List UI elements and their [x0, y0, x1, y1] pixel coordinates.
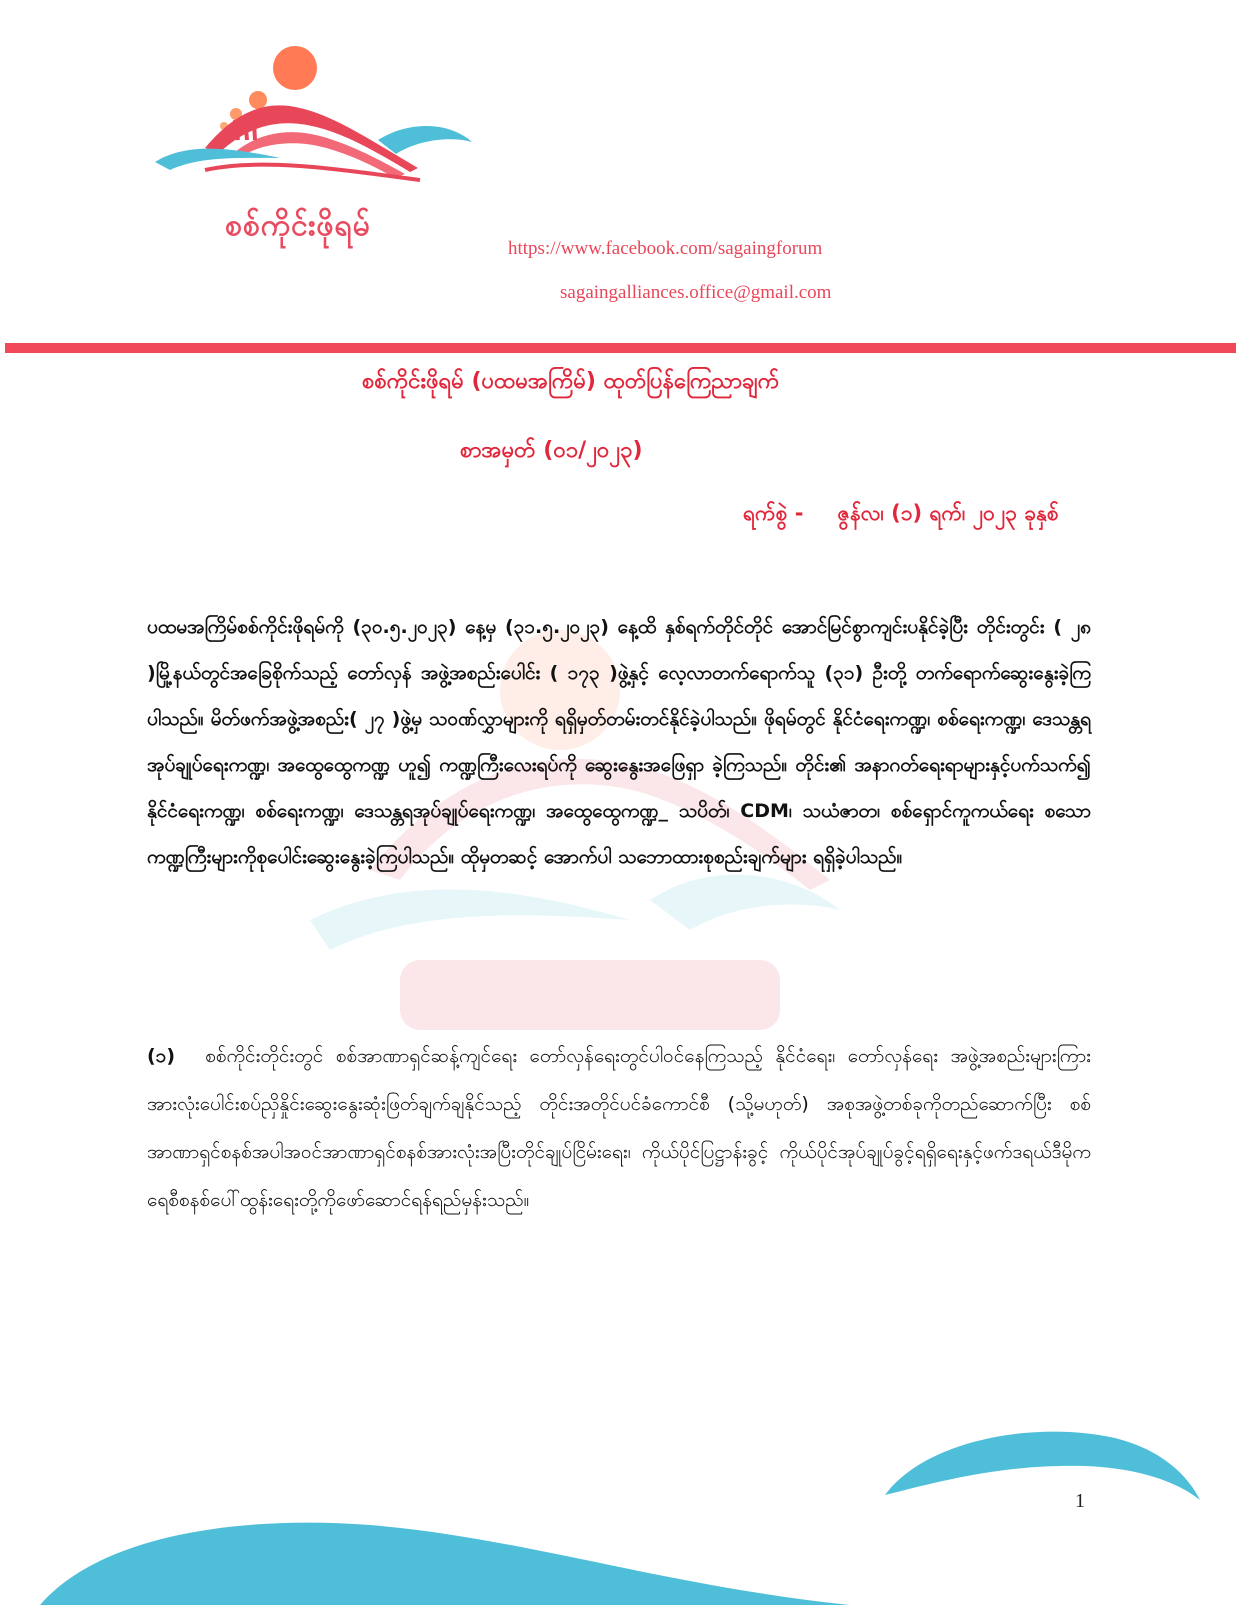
logo-graphic [150, 40, 480, 210]
header-divider [5, 343, 1236, 353]
date-line [743, 500, 1059, 531]
decorative-wave-right [885, 1420, 1205, 1510]
logo-wave-right [378, 126, 472, 154]
reference-number: စာအမှတ် (၀၁/၂၀၂၃) [460, 438, 643, 463]
date-label: ရက်စွဲ - [743, 501, 804, 525]
logo-text: စစ်ကိုင်းဖိုရမ် [225, 208, 371, 243]
list-item-marker: (၁) [147, 1045, 176, 1067]
decorative-wave-bottom [40, 1495, 860, 1605]
date-value: ဇွန်လ၊ (၁) ရက်၊ ၂၀၂၃ ခုနှစ် [837, 501, 1059, 525]
email-link[interactable]: sagaingalliances.office@gmail.com [560, 282, 832, 303]
logo-sun [273, 46, 317, 90]
paragraph-intro: ပထမအကြိမ်စစ်ကိုင်းဖိုရမ်ကို (၃၀.၅.၂၀၂၃) နေ့မှ (၃၁.၅.၂၀၂၃) နေ့ထိ နှစ်ရက်တိုင်တိုင် အောင်မြင်စွာကျင်းပနိုင်ခဲ့ပြီး တိုင်းတွင်း ( ၂၈ )မြို့နယ်တွင်အခြေစိုက်သည့် တော်လှန် အဖွဲ့အစည်းပေါင်း ( ၁၇၃ )ဖွဲ့နှင့် လေ့လာတက်ရောက်သူ (၃၁) ဦးတို့ တက်ရောက်ဆွေးနွေးခဲ့ကြပါသည်။ မိတ်ဖက်အဖွဲ့အစည်း( ၂၇ )ဖွဲ့မှ သဝဏ်လွှာများကို ရရှိမှတ်တမ်းတင်နိုင်ခဲ့ပါသည်။ ဖိုရမ်တွင် နိုင်ငံရေးကဏ္ဍ၊ စစ်ရေးကဏ္ဍ၊ ဒေသန္တရအုပ်ချုပ်ရေးကဏ္ဍ၊ အထွေထွေကဏ္ဍ ဟူ၍ ကဏ္ဍကြီးလေးရပ်ကို ဆွေးနွေးအဖြေရှာ ခဲ့ကြသည်။ တိုင်း၏ အနာဂတ်ရေးရာများနှင့်ပက်သက်၍ နိုင်ငံရေးကဏ္ဍ၊ စစ်ရေးကဏ္ဍ၊ ဒေသန္တရအုပ်ချုပ်ရေးကဏ္ဍ၊ အထွေထွေကဏ္ဍ_ သပိတ်၊ CDM၊ သယံဇာတ၊ စစ်ရှောင်ကူကယ်ရေး စသော ကဏ္ဍကြီးများကိုစုပေါင်းဆွေးနွေးခဲ့ကြပါသည်။ ထိုမှတဆင့် အောက်ပါ သဘောထားစုစည်းချက်များ ရရှိခဲ့ပါသည်။ [147, 616, 1091, 868]
list-item-1 [147, 1032, 1091, 1224]
page-number: 1 [1075, 1490, 1085, 1512]
document-title: စစ်ကိုင်းဖိုရမ် (ပထမအကြိမ်) ထုတ်ပြန်ကြေညာချက် [362, 369, 780, 394]
logo-dot-1 [249, 91, 267, 109]
list-item-text: စစ်ကိုင်းတိုင်းတွင် စစ်အာဏာရှင်ဆန့်ကျင်ရေး တော်လှန်ရေးတွင်ပါဝင်နေကြသည့် နိုင်ငံရေး၊ တော်လှန်ရေး အဖွဲ့အစည်းများကြား အားလုံးပေါင်းစပ်ညှိနှိုင်းဆွေးနွေးဆုံးဖြတ်ချက်ချနိုင်သည့် တိုင်းအတိုင်ပင်ခံကောင်စီ (သို့မဟုတ်) အစုအဖွဲ့တစ်ခုကိုတည်ဆောက်ပြီး စစ်အာဏာရှင်စနစ်အပါအဝင်အာဏာရှင်စနစ်အားလုံးအပြီးတိုင်ချုပ်ငြိမ်းရေး၊ ကိုယ်ပိုင်ပြဋ္ဌာန်းခွင့် ကိုယ်ပိုင်အုပ်ချုပ်ခွင့်ရရှိရေးနှင့်ဖက်ဒရယ်ဒီမိုကရေစီစနစ်ပေါ်ထွန်းရေးတို့ကိုဖော်ဆောင်ရန်ရည်မှန်းသည်။ [147, 1045, 1091, 1211]
facebook-link[interactable]: https://www.facebook.com/sagaingforum [508, 238, 823, 259]
